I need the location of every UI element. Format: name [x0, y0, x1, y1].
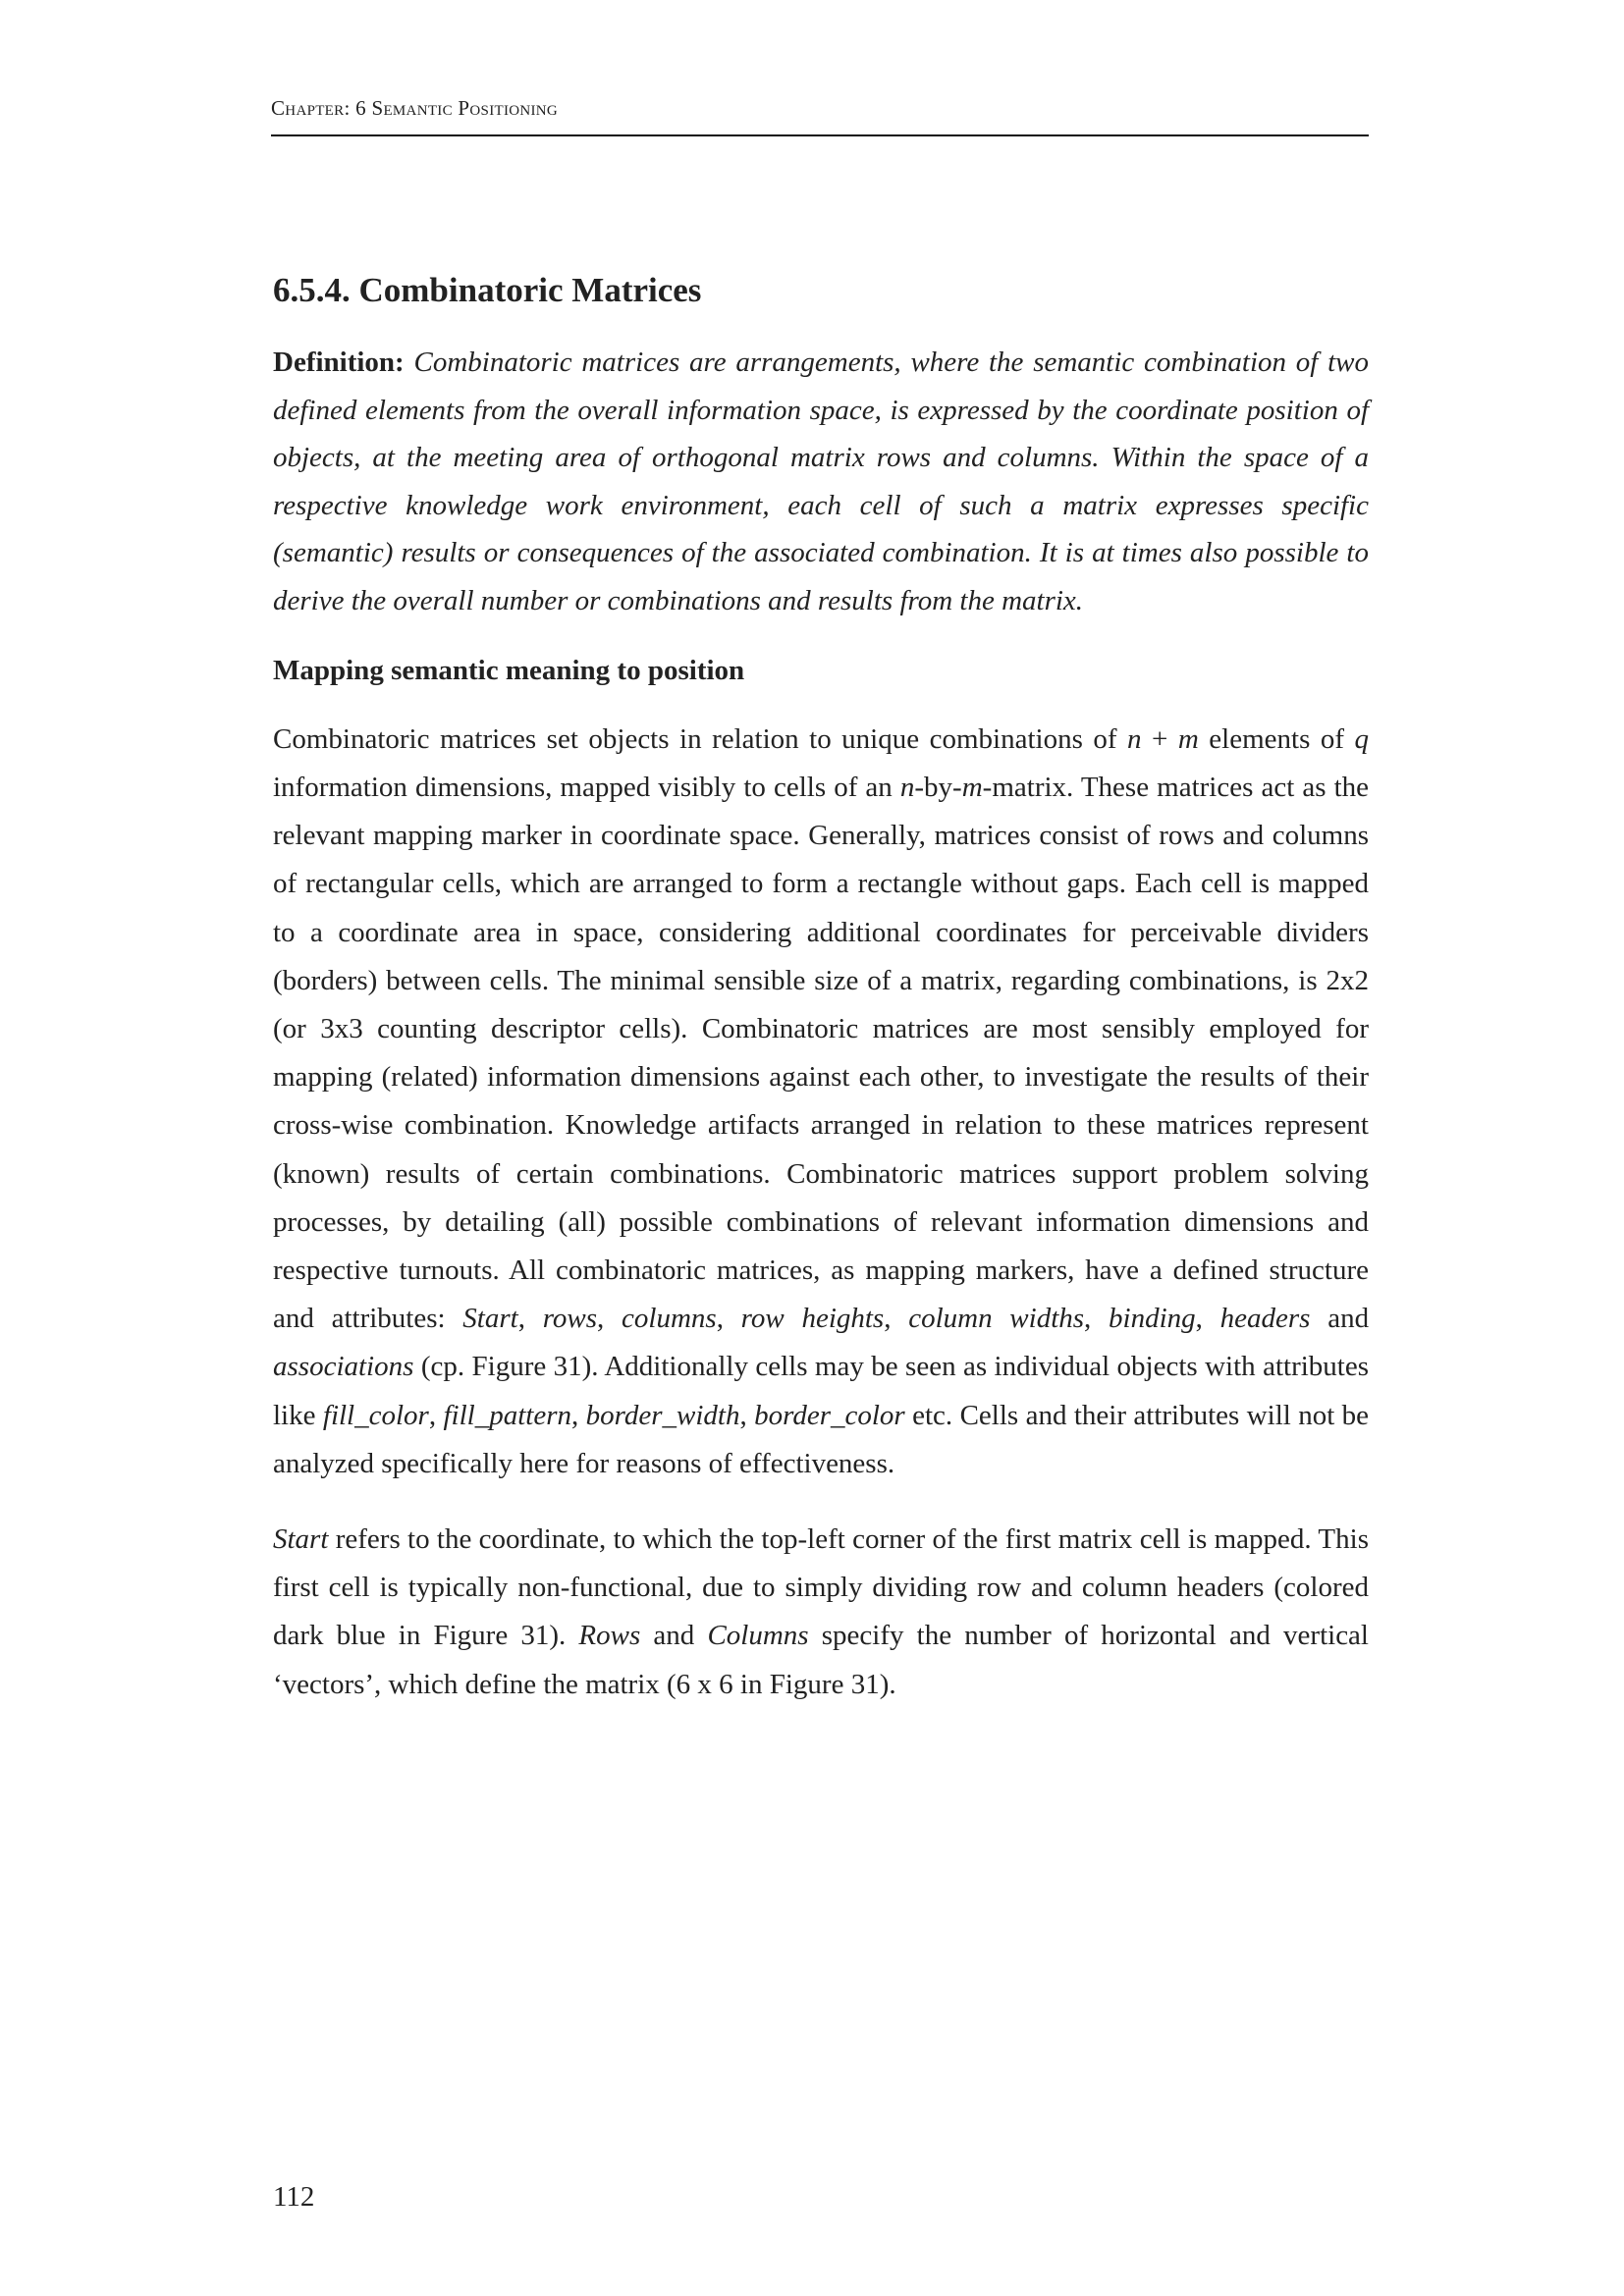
running-header — [271, 96, 1369, 121]
text-run: , — [597, 1303, 623, 1335]
italic-term: border_color — [754, 1399, 905, 1431]
body-paragraph-1 — [273, 716, 1369, 1488]
main-content — [273, 270, 1369, 1736]
italic-term: column widths — [908, 1303, 1085, 1335]
body-paragraph-2 — [273, 1516, 1369, 1709]
text-run: + — [1141, 722, 1178, 755]
text-run: , — [1084, 1303, 1110, 1335]
text-run: (cp. Figure 31). Additionally cells may be seen as individual objects with attributes like — [273, 1351, 1369, 1431]
page-number: 112 — [273, 2181, 315, 2213]
text-run: , — [739, 1399, 755, 1431]
running-head-text: Chapter: 6 Semantic Positioning — [271, 96, 559, 120]
text-run: , — [884, 1303, 909, 1335]
definition-paragraph — [273, 339, 1369, 624]
italic-term: m — [1177, 722, 1199, 755]
text-run: etc. Cells and their attributes will not be analyzed specifically here for reasons of effectiveness. — [273, 1399, 1370, 1479]
text-run: , — [517, 1303, 543, 1335]
text-run: , — [1195, 1303, 1220, 1335]
definition-text: Combinatoric matrices are arrangements, where the semantic combination of two defined elements from the overall information space, is expressed by the coordinate position of objects, at the meeting area of orthogonal matrix rows and columns. Within the space of a respective knowledge work environment, each cell of such a matrix expresses specific (semantic) results or consequences of the associated combination. It is at times also possible to derive the overall number or combinations and results from the matrix. — [273, 347, 1370, 616]
italic-term: n — [1127, 722, 1142, 755]
subheading: Mapping semantic meaning to position — [273, 655, 745, 686]
text-run: and — [1310, 1303, 1370, 1335]
text-run: -by- — [914, 772, 962, 803]
text-run: Combinatoric matrices set objects in relation to unique combinations of — [273, 722, 1127, 755]
text-run: specify the number of horizontal and vertical ‘vectors’, which define the matrix (6 x 6 in Figure 31). — [273, 1620, 1369, 1700]
text-run: -matrix. These matrices act as the relevant mapping marker in coordinate space. Generally, matrices consist of rows and columns of rectangular cells, which are arranged to form a rectangle without gaps. Each cell is mapped to a coordinate area in space, considering additional coordinates for perceivable dividers (borders) between cells. The minimal sensible size of a matrix, regarding combinations, is 2x2 (or 3x3 counting descriptor cells). Combinatoric matrices are most sensibly employed for mapping (related) information dimensions against each other, to investigate the results of their cross-wise combination. Knowledge artifacts arranged in relation to these matrices represent (known) results of certain combinations. Combinatoric matrices support problem solving processes, by detailing (all) possible combinations of relevant information dimensions and respective turnouts. All combinatoric matrices, as mapping markers, have a defined structure and attributes: — [273, 772, 1369, 1335]
text-run: information dimensions, mapped visibly to cells of an — [273, 772, 900, 803]
italic-term: border_width — [585, 1399, 740, 1431]
text-run: , — [428, 1399, 444, 1431]
italic-term: m — [961, 772, 983, 803]
section-title: 6.5.4. Combinatoric Matrices — [273, 271, 702, 309]
italic-term: fill_color — [322, 1399, 429, 1431]
italic-term: binding — [1109, 1303, 1196, 1335]
italic-term: q — [1354, 722, 1369, 755]
text-run: , — [716, 1303, 741, 1335]
italic-term: columns — [622, 1303, 717, 1335]
italic-term: associations — [273, 1351, 414, 1383]
italic-term: n — [899, 772, 915, 803]
text-run: and — [640, 1620, 708, 1652]
definition-label: Definition: — [273, 347, 405, 378]
header-rule — [271, 134, 1369, 136]
italic-term: Rows — [578, 1620, 641, 1652]
text-run: , — [571, 1399, 586, 1431]
italic-term: Start — [273, 1523, 329, 1556]
italic-term: Columns — [707, 1620, 809, 1652]
italic-term: Start — [462, 1303, 518, 1335]
italic-term: rows — [542, 1303, 598, 1335]
italic-term: headers — [1219, 1303, 1311, 1335]
italic-term: fill_pattern — [443, 1399, 571, 1431]
text-run: refers to the coordinate, to which the top-left corner of the first matrix cell is mapped. This first cell is typically non-functional, due to simply dividing row and column headers (colored dark blue in Figure 31). — [273, 1523, 1369, 1652]
text-run: elements of — [1198, 722, 1355, 755]
italic-term: row heights — [740, 1303, 885, 1335]
